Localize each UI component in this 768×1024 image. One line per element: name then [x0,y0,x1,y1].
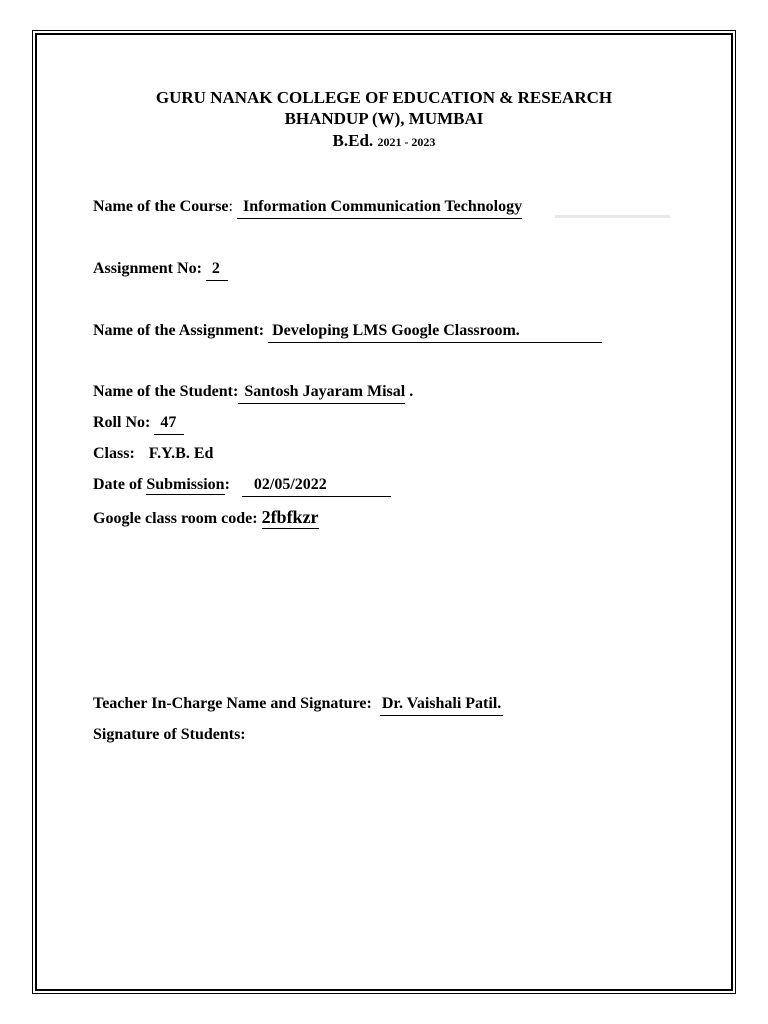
course-underline-extension [555,215,670,218]
college-location: BHANDUP (W), MUMBAI [284,109,484,128]
roll-no-value: 47 [154,413,184,435]
date-label-start: Date of [93,476,147,493]
submission-date-value: 02/05/2022 [242,475,391,497]
student-name-label: Name of the Student: [93,383,239,400]
student-name-value: Santosh Jayaram Misal [238,382,405,404]
classroom-code-value: 2fbfkzr [261,507,319,527]
student-signature-label: Signature of Students: [93,726,246,743]
course-colon: : [228,198,233,215]
class-value: F.Y.B. Ed [148,445,214,462]
program-years [0,131,768,152]
course-line [93,197,522,219]
student-signature-line [93,725,246,745]
class-line [93,444,213,464]
date-line [93,475,391,497]
date-label-colon: : [224,476,230,493]
classroom-code-line [93,507,319,529]
assignment-no-line [93,259,228,281]
college-name: GURU NANAK COLLEGE OF EDUCATION & RESEARCH [155,88,613,107]
year-range: 2021 - 2023 [377,135,436,149]
teacher-line [93,694,503,716]
roll-no-label: Roll No: [93,414,151,431]
course-value: Information Communication Technology [237,197,522,219]
assignment-name-label: Name of the Assignment: [93,322,265,339]
teacher-label: Teacher In-Charge Name and Signature: [93,695,372,712]
assignment-name-value: Developing LMS Google Classroom. [268,321,602,343]
date-label-submission: Submission [146,476,225,493]
degree-label: B.Ed. [332,131,374,150]
classroom-code-label: Google class room code: [93,510,258,527]
student-name-trail: . [409,383,414,400]
assignment-no-label: Assignment No: [93,260,202,277]
assignment-name-line [93,321,602,343]
student-name-line [93,382,413,404]
assignment-no-value: 2 [206,259,228,281]
course-label: Name of the Course [93,198,229,215]
class-label: Class: [93,445,135,462]
teacher-name-value: Dr. Vaishali Patil. [380,694,503,716]
roll-no-line [93,413,184,435]
